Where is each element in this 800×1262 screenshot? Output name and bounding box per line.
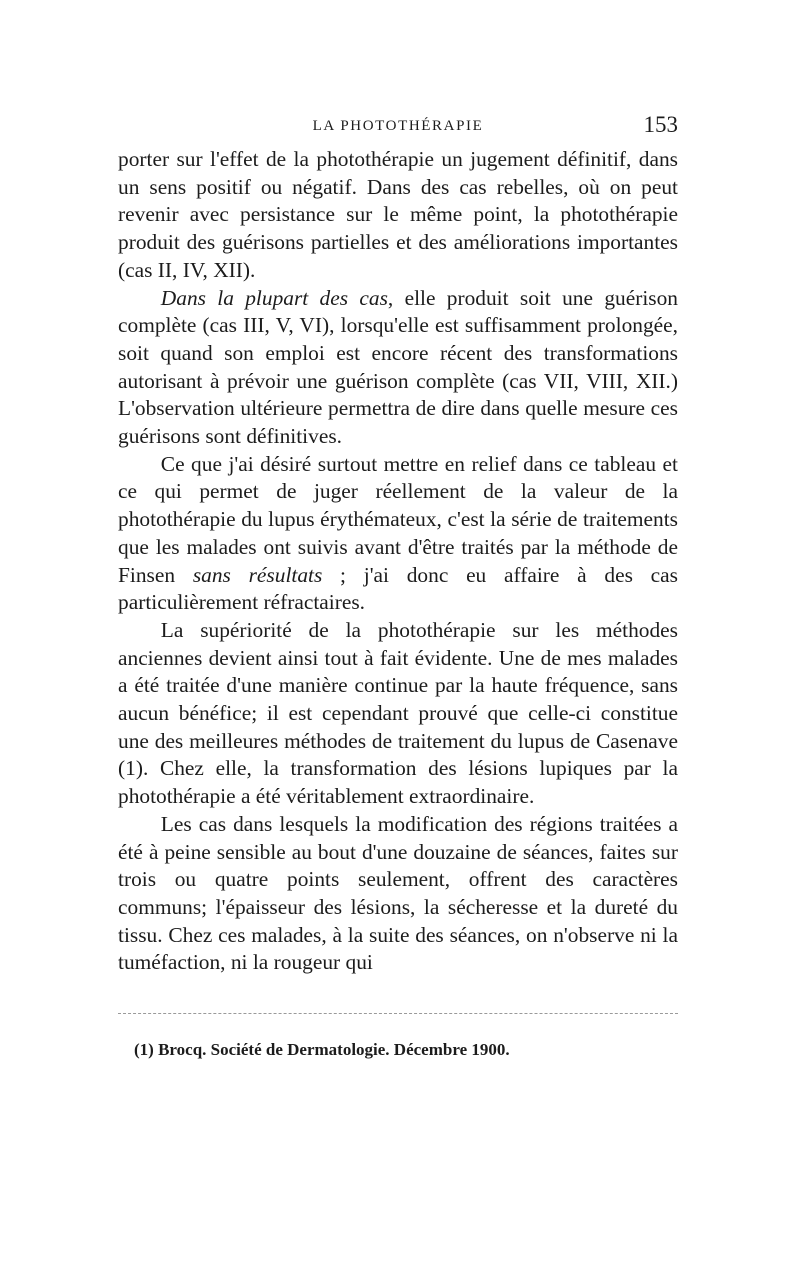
italic-segment: sans résultats: [192, 562, 323, 587]
text-segment: Les cas dans lesquels la modification des régions traitées a été à peine sensible au bout d'une douzaine de séances, faites sur trois ou quatre points seulement, offrent des caractères communs; l'épaisseur des lésions, la sécheresse et la dureté du tissu. Chez ces malades, à la suite des séances, on n'observe ni la tuméfaction, ni la rougeur qui: [118, 811, 678, 975]
paragraph-3: [118, 451, 678, 617]
footnote-divider: [118, 1013, 678, 1014]
running-header: [118, 112, 678, 142]
text-segment: Ce que j'ai désiré surtout mettre en relief dans ce tableau et ce qui permet de juger réellement de la valeur de la photothérapie du lupus érythémateux, c'est la série de traitements que les malades ont suivis avant d'être traités par la méthode de Finsen: [118, 451, 678, 587]
paragraph-2: [118, 285, 678, 451]
text-segment: porter sur l'effet de la photothérapie un jugement définitif, dans un sens positif ou négatif. Dans des cas rebelles, où on peut revenir avec persistance sur le même point, la photothérapie produit des guérisons partielles et des améliorations importantes (cas II, IV, XII).: [118, 147, 678, 282]
running-title: LA PHOTOTHÉRAPIE: [312, 118, 484, 134]
paragraph-1: [118, 146, 678, 285]
text-segment: ; j'ai donc eu affaire à des cas particulièrement réfractaires.: [118, 562, 678, 615]
page-number: 153: [643, 112, 678, 137]
footnote: (1) Brocq. Société de Dermatologie. Décembre 1900.: [134, 1040, 510, 1059]
body-text: [118, 146, 678, 977]
paragraph-4: [118, 617, 678, 811]
text-segment: La supériorité de la photothérapie sur les méthodes anciennes devient ainsi tout à fait évidente. Une de mes malades a été traitée d'une manière continue par la haute fréquence, sans aucun bénéfice; il est cependant prouvé que celle-ci constitue une des meilleures méthodes de traitement du lupus de Casenave (1). Chez elle, la transformation des lésions lupiques par la photothérapie a été véritablement extraordinaire.: [118, 617, 678, 809]
italic-segment: Dans la plupart des cas: [160, 285, 388, 310]
paragraph-5: [118, 811, 678, 977]
text-segment: , elle produit soit une guérison complète (cas III, V, VI), lorsqu'elle est suffisamment prolongée, soit quand son emploi est encore récent des transformations autorisant à prévoir une guérison complète (cas VII, VIII, XII.) L'observation ultérieure permettra de dire dans quelle mesure ces guérisons sont définitives.: [118, 285, 678, 449]
